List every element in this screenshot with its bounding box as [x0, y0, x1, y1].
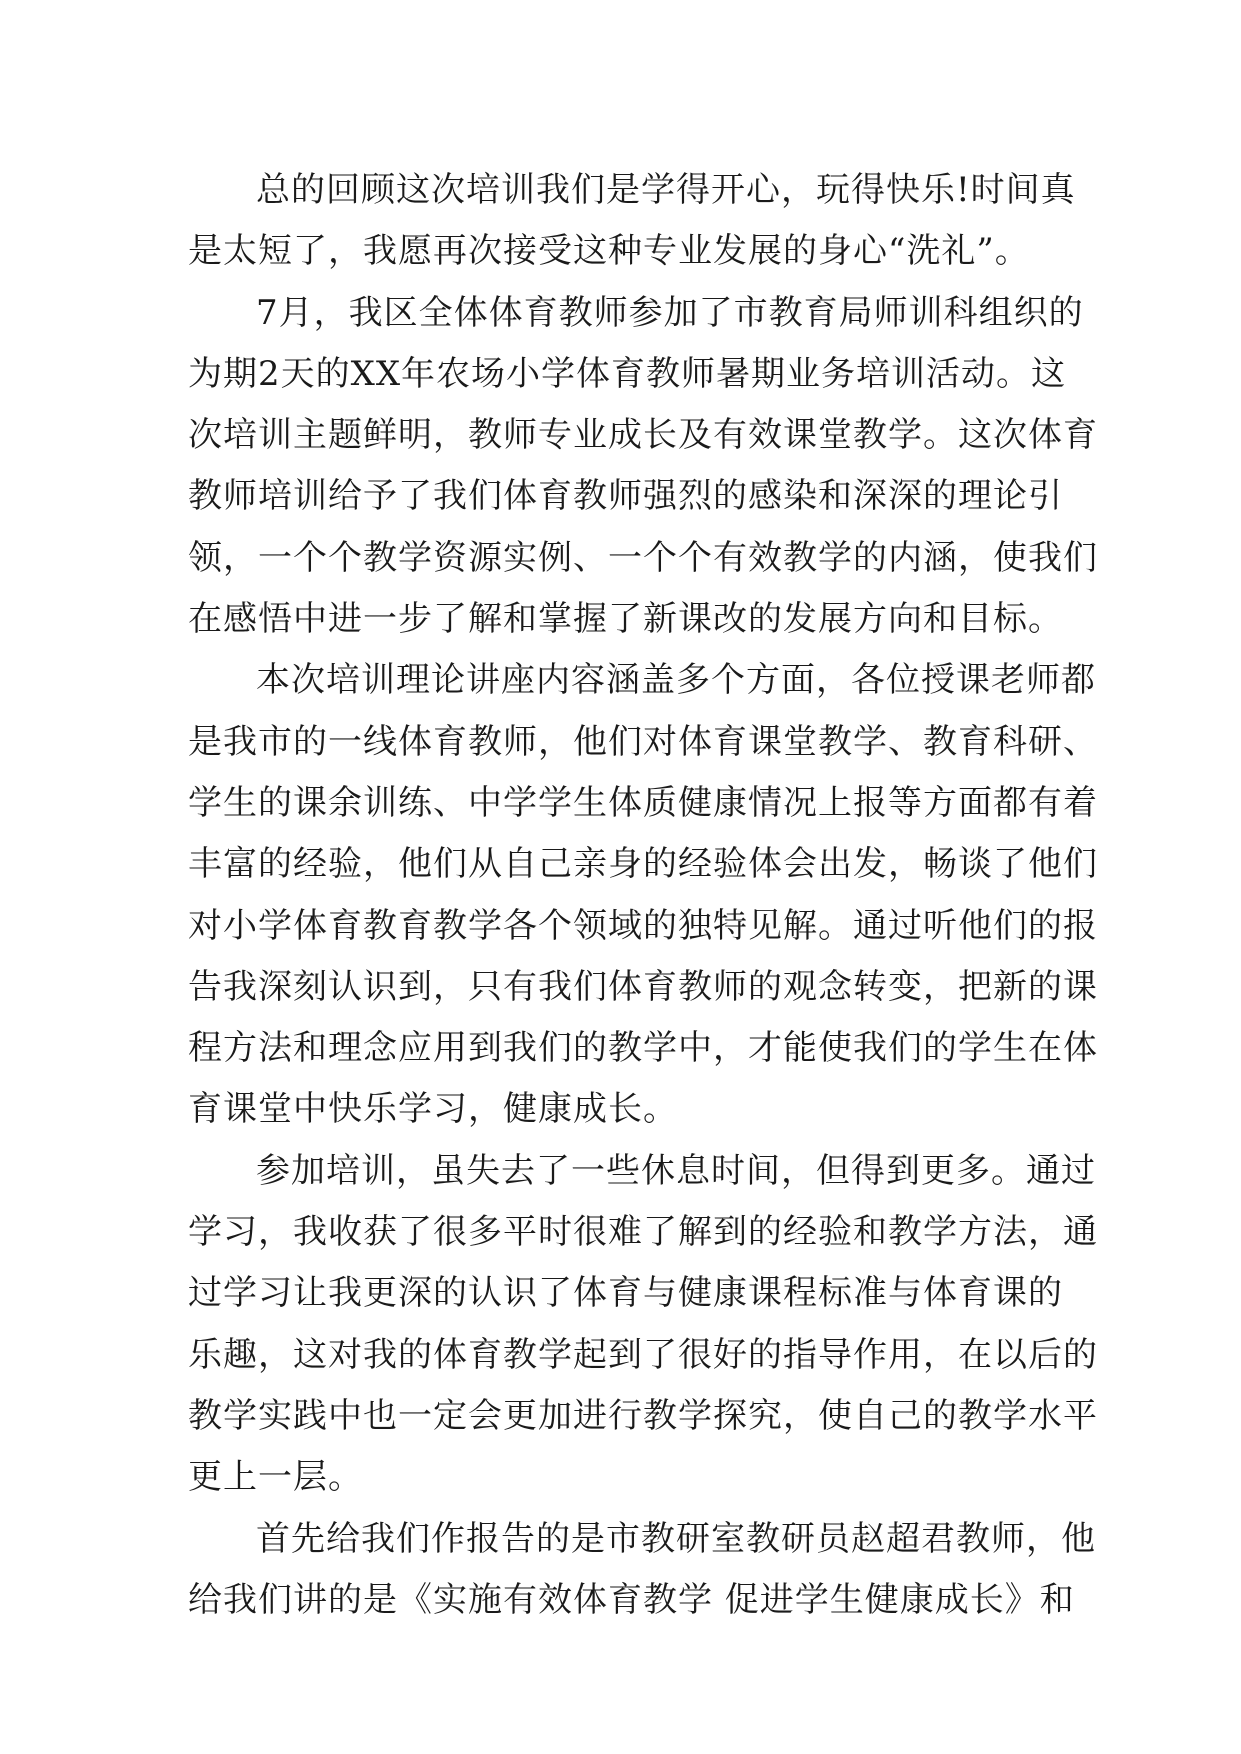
paragraph-line: 教学实践中也一定会更加进行教学探究，使自己的教学水平	[188, 1395, 1098, 1436]
paragraph-line: 教师培训给予了我们体育教师强烈的感染和深深的理论引	[188, 476, 1063, 517]
paragraph-line: 学习，我收获了很多平时很难了解到的经验和教学方法，通	[188, 1212, 1098, 1253]
body-text	[188, 160, 1098, 1631]
paragraph-line: 育课堂中快乐学习，健康成长。	[188, 1089, 678, 1130]
paragraph-line: 在感悟中进一步了解和掌握了新课改的发展方向和目标。	[188, 599, 1063, 640]
paragraph-line: 7月，我区全体体育教师参加了市教育局师训科组织的	[256, 292, 1084, 333]
paragraph-line: 是我市的一线体育教师，他们对体育课堂教学、教育科研、	[188, 721, 1098, 762]
paragraph-line: 首先给我们作报告的是市教研室教研员赵超君教师，他	[256, 1518, 1096, 1559]
paragraph-line: 给我们讲的是《实施有效体育教学 促进学生健康成长》和	[188, 1579, 1075, 1620]
paragraph-line: 过学习让我更深的认识了体育与健康课程标准与体育课的	[188, 1273, 1063, 1314]
paragraph-line: 更上一层。	[188, 1457, 363, 1498]
paragraph-line: 参加培训，虽失去了一些休息时间，但得到更多。通过	[256, 1150, 1096, 1191]
paragraph-line: 领，一个个教学资源实例、一个个有效教学的内涵，使我们	[188, 537, 1098, 578]
paragraph-line: 次培训主题鲜明，教师专业成长及有效课堂教学。这次体育	[188, 415, 1098, 456]
paragraph-line: 学生的课余训练、中学学生体质健康情况上报等方面都有着	[188, 782, 1098, 823]
paragraph-line: 总的回顾这次培训我们是学得开心，玩得快乐!时间真	[256, 170, 1076, 210]
paragraph-line: 丰富的经验，他们从自己亲身的经验体会出发，畅谈了他们	[188, 844, 1098, 885]
paragraph-line: 程方法和理念应用到我们的教学中，才能使我们的学生在体	[188, 1028, 1098, 1069]
paragraph-line: 本次培训理论讲座内容涵盖多个方面，各位授课老师都	[256, 660, 1096, 701]
paragraph-line: 对小学体育教育教学各个领域的独特见解。通过听他们的报	[188, 905, 1098, 946]
paragraph-line: 是太短了，我愿再次接受这种专业发展的身心“洗礼”。	[188, 231, 1030, 272]
paragraph-line: 为期2天的XX年农场小学体育教师暑期业务培训活动。这	[188, 353, 1067, 394]
paragraph-line: 告我深刻认识到，只有我们体育教师的观念转变，把新的课	[188, 966, 1098, 1007]
paragraph-line: 乐趣，这对我的体育教学起到了很好的指导作用，在以后的	[188, 1334, 1098, 1375]
